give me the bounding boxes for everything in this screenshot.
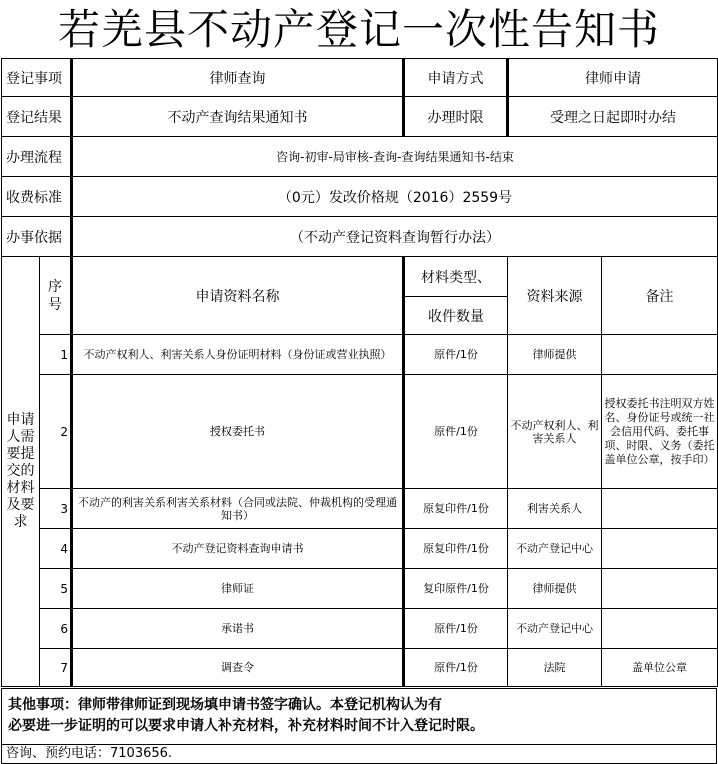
row-name: 授权委托书 <box>72 375 404 489</box>
row-seq: 5 <box>40 569 72 609</box>
basis-label: 办事依据 <box>2 217 72 257</box>
result-label: 登记结果 <box>2 97 72 137</box>
row-note: 授权委托书注明双方姓名、身份证号或统一社会信用代码、委托事项、时限、义务（委托盖单位公章，按手印） <box>602 375 718 489</box>
table-row <box>2 569 718 609</box>
process-value: 咨询-初审-局审核-查询-查询结果通知书-结束 <box>72 137 718 177</box>
row-type: 原件/1份 <box>404 335 508 375</box>
fee-value: （0元）发改价格规（2016）2559号 <box>72 177 718 217</box>
row-seq: 2 <box>40 375 72 489</box>
row-type: 原复印件/1份 <box>404 529 508 569</box>
row-process <box>2 137 718 177</box>
row-source: 不动产登记中心 <box>508 609 602 649</box>
fee-label: 收费标准 <box>2 177 72 217</box>
row-source: 利害关系人 <box>508 489 602 529</box>
row-item <box>2 59 718 97</box>
row-note <box>602 529 718 569</box>
seq-header: 序号 <box>40 257 72 335</box>
row-note <box>602 335 718 375</box>
other-notes-line2: 必要进一步证明的可以要求申请人补充材料，补充材料时间不计入登记时限。 <box>8 718 484 734</box>
contact-phone: 咨询、预约电话：7103656. <box>1 744 717 764</box>
row-source: 不动产权利人、利害关系人 <box>508 375 602 489</box>
row-note <box>602 569 718 609</box>
table-row <box>2 529 718 569</box>
row-type: 原件/1份 <box>404 375 508 489</box>
type-header-line1: 材料类型、 <box>404 257 508 297</box>
row-seq: 4 <box>40 529 72 569</box>
row-note: 盖单位公章 <box>602 649 718 687</box>
page-title: 若羌县不动产登记一次性告知书 <box>57 5 660 54</box>
limit-label: 办理时限 <box>404 97 508 137</box>
notice-form-table <box>1 58 718 687</box>
row-result <box>2 97 718 137</box>
source-header: 资料来源 <box>508 257 602 335</box>
row-seq: 3 <box>40 489 72 529</box>
row-source: 法院 <box>508 649 602 687</box>
table-row <box>2 649 718 687</box>
row-basis <box>2 217 718 257</box>
process-label: 办理流程 <box>2 137 72 177</box>
table-row <box>2 335 718 375</box>
row-name: 不动产权利人、利害关系人身份证明材料（身份证或营业执照） <box>72 335 404 375</box>
other-notes-line1: 其他事项：律师带律师证到现场填申请书签字确认。本登记机构认为有 <box>8 697 442 713</box>
row-source: 不动产登记中心 <box>508 529 602 569</box>
limit-value: 受理之日起即时办结 <box>508 97 718 137</box>
item-value: 律师查询 <box>72 59 404 97</box>
name-header: 申请资料名称 <box>72 257 404 335</box>
row-source: 律师提供 <box>508 569 602 609</box>
row-name: 调查令 <box>72 649 404 687</box>
table-row <box>2 609 718 649</box>
table-row <box>2 489 718 529</box>
method-value: 律师申请 <box>508 59 718 97</box>
row-fee <box>2 177 718 217</box>
materials-header-row <box>2 257 718 297</box>
note-header: 备注 <box>602 257 718 335</box>
row-note <box>602 489 718 529</box>
row-type: 原复印件/1份 <box>404 489 508 529</box>
basis-value: （不动产登记资料查询暂行办法） <box>72 217 718 257</box>
row-seq: 6 <box>40 609 72 649</box>
item-label: 登记事项 <box>2 59 72 97</box>
row-source: 律师提供 <box>508 335 602 375</box>
method-label: 申请方式 <box>404 59 508 97</box>
row-name: 承诺书 <box>72 609 404 649</box>
row-type: 原件/1份 <box>404 649 508 687</box>
row-type: 复印原件/1份 <box>404 569 508 609</box>
other-notes <box>1 688 717 746</box>
row-seq: 7 <box>40 649 72 687</box>
row-type: 原件/1份 <box>404 609 508 649</box>
row-note <box>602 609 718 649</box>
table-row <box>2 375 718 489</box>
row-seq: 1 <box>40 335 72 375</box>
type-header-line2: 收件数量 <box>404 297 508 335</box>
row-name: 律师证 <box>72 569 404 609</box>
row-name: 不动产登记资料查询申请书 <box>72 529 404 569</box>
result-value: 不动产查询结果通知书 <box>72 97 404 137</box>
row-name: 不动产的利害关系利害关系材料（合同或法院、仲裁机构的受理通知书） <box>72 489 404 529</box>
materials-section-label: 申请人需要提交的材料及要求 <box>2 257 40 687</box>
